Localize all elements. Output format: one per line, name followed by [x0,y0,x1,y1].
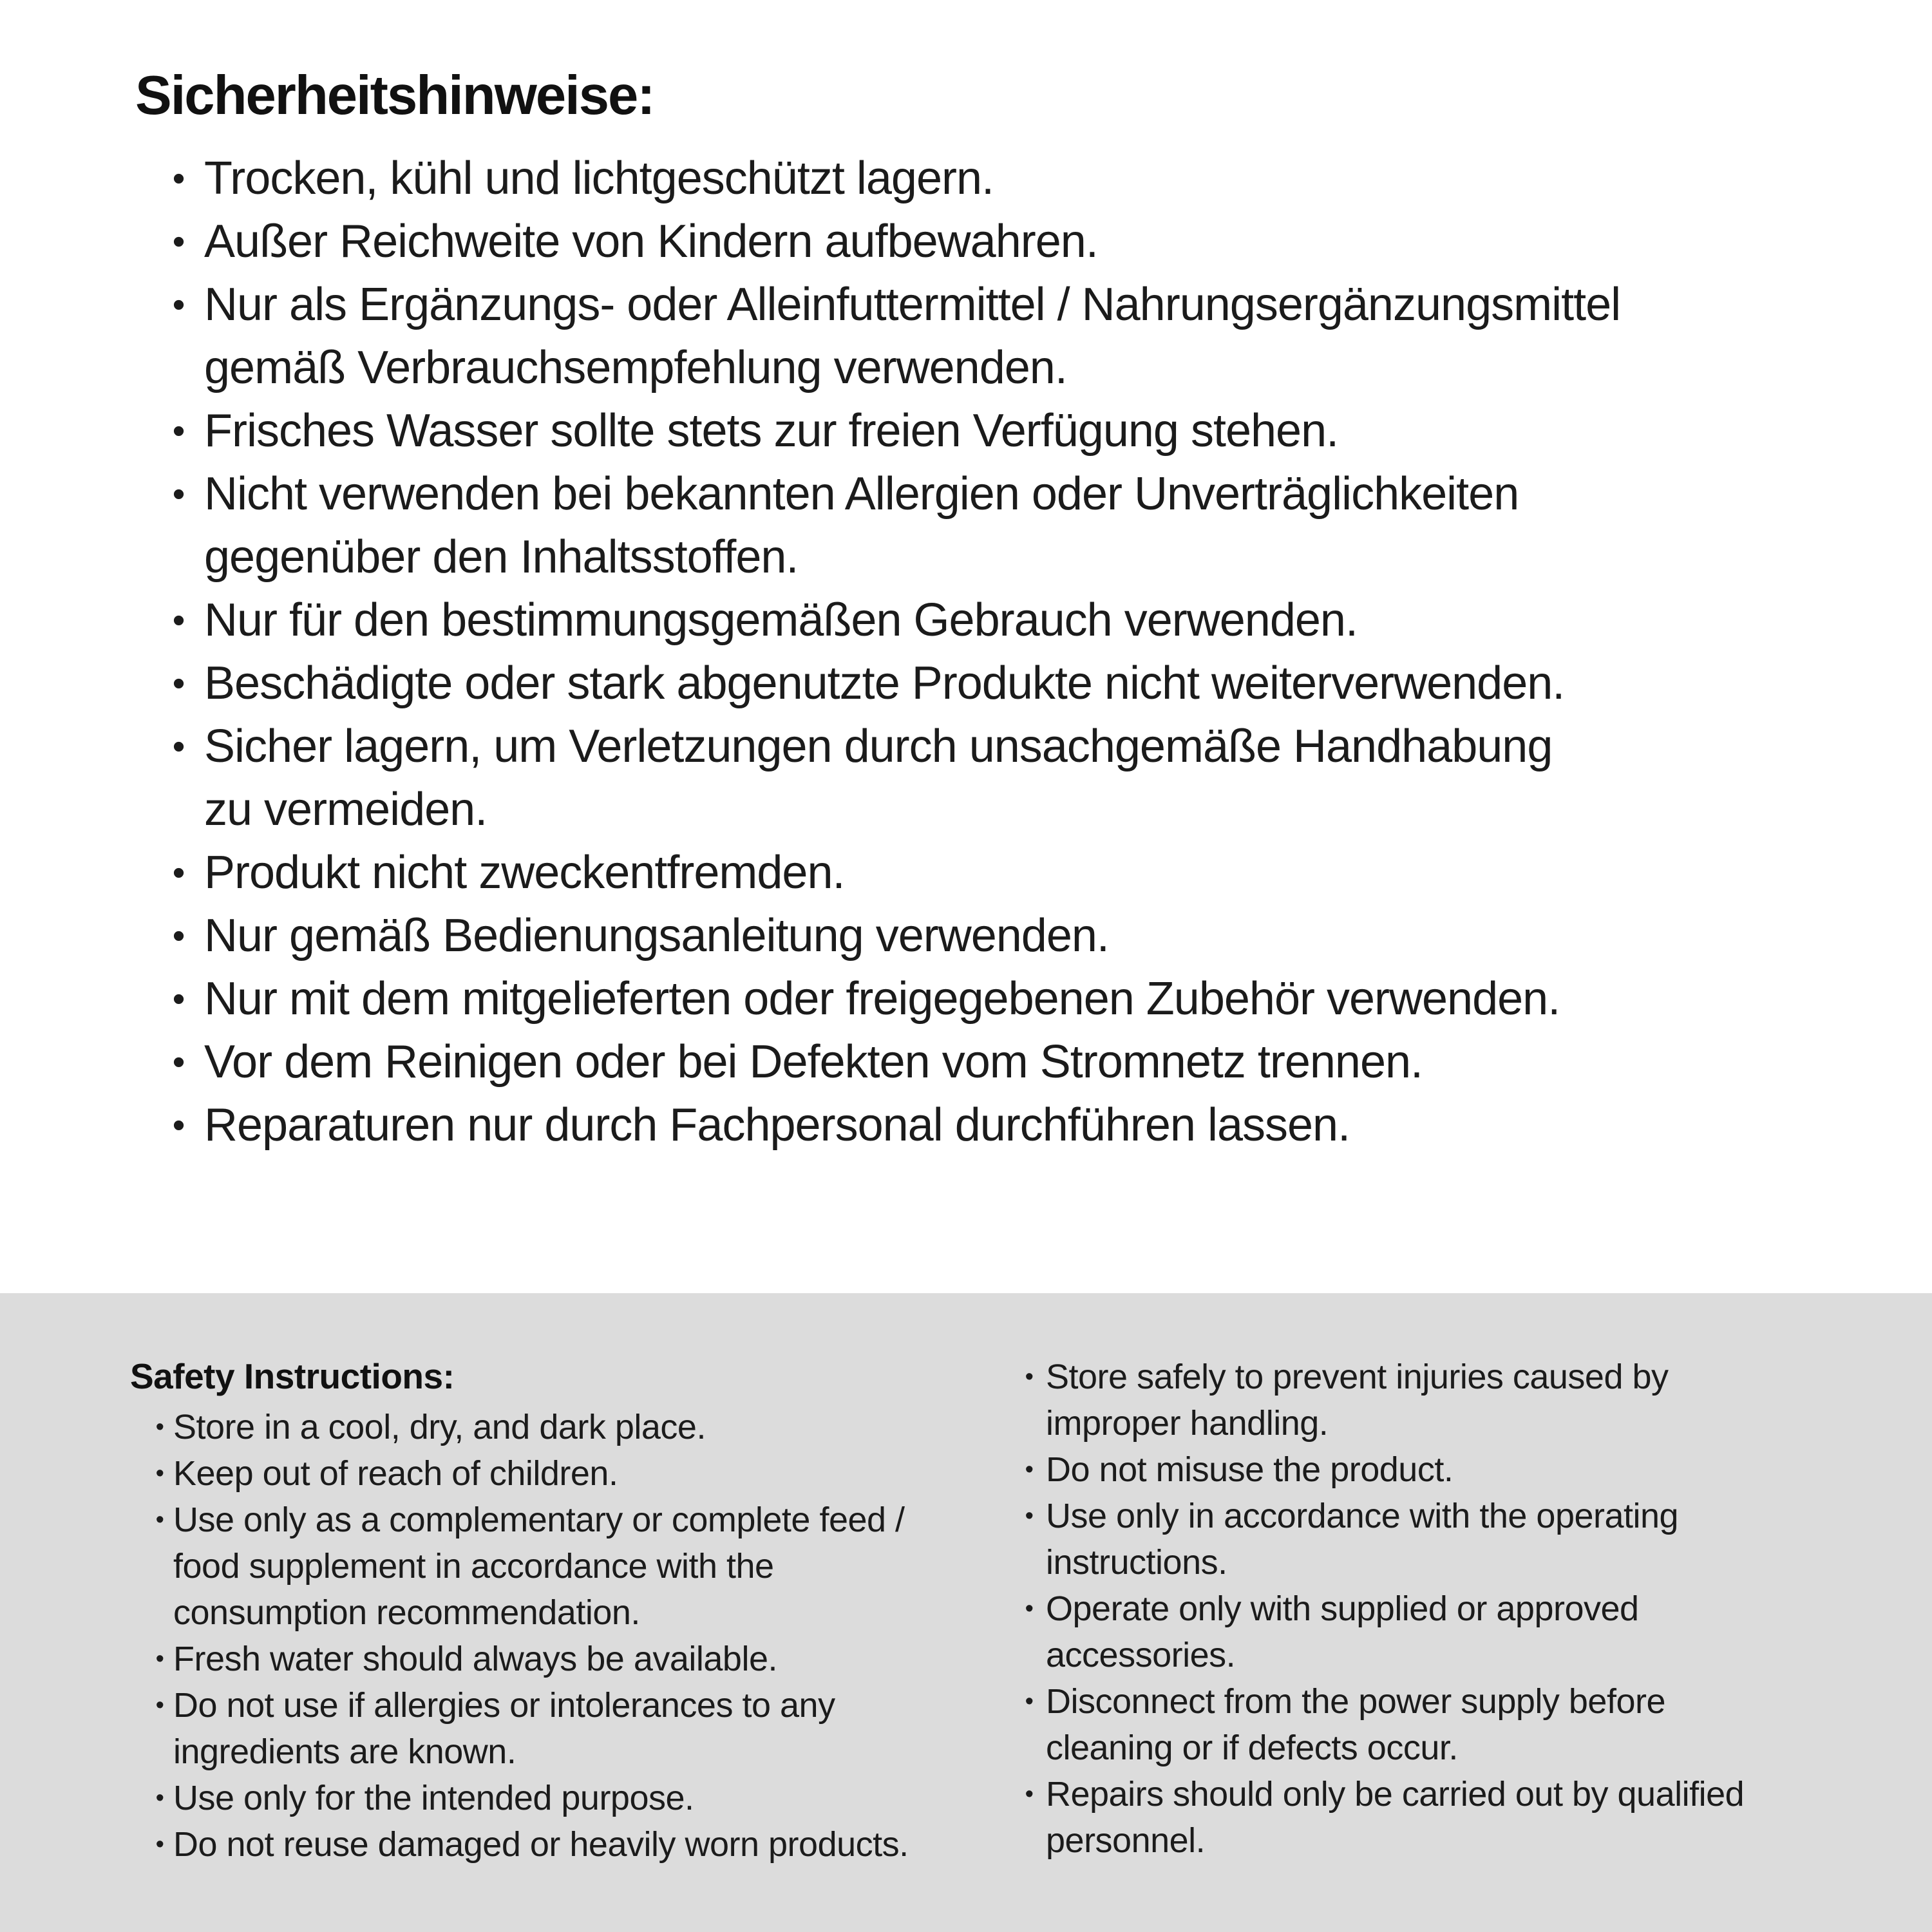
bullet-dot-icon: • [172,663,185,703]
list-item-text: Beschädigte oder stark abgenutzte Produkte nicht weiterverwenden. [204,658,1565,709]
list-item-text: Store in a cool, dry, and dark place. [173,1408,706,1446]
list-item-text: Frisches Wasser sollte stets zur freien Verfügung stehen. [204,405,1339,457]
bullet-dot-icon: • [1025,1502,1034,1530]
list-item-text: Use only for the intended purpose. [173,1779,694,1817]
list-item [169,1094,1620,1157]
list-item [169,967,1620,1030]
bullet-dot-icon: • [172,852,185,893]
list-item-text: Do not use if allergies or intolerances to any ingredients are known. [173,1686,835,1771]
list-item [1021,1678,1744,1771]
english-heading: Safety Instructions: [130,1356,455,1396]
bullet-dot-icon: • [172,410,185,451]
list-item-text: Do not misuse the product. [1046,1450,1454,1489]
list-item-text: Trocken, kühl und lichtgeschützt lagern. [204,153,994,204]
bullet-dot-icon: • [155,1831,164,1858]
bullet-dot-icon: • [155,1785,164,1812]
english-section [0,1293,1932,1932]
bullet-dot-icon: • [1025,1456,1034,1483]
bullet-dot-icon: • [172,600,185,640]
list-item-text: Nicht verwenden bei bekannten Allergien oder Unverträglichkeiten gegenüber den Inhaltsstoffen. [204,468,1519,583]
bullet-dot-icon: • [1025,1688,1034,1715]
list-item-text: Nur mit dem mitgelieferten oder freigegebenen Zubehör verwenden. [204,973,1560,1025]
list-item [152,1497,909,1636]
list-item [169,904,1620,967]
list-item [169,147,1620,210]
bullet-dot-icon: • [172,284,185,325]
bullet-dot-icon: • [172,473,185,514]
list-item [1021,1354,1744,1446]
list-item-text: Nur als Ergänzungs- oder Alleinfuttermittel / Nahrungsergänzungsmittel gemäß Verbrauchsempfehlung verwenden. [204,279,1621,393]
bullet-dot-icon: • [172,726,185,766]
list-item [1021,1493,1744,1586]
german-heading: Sicherheitshinweise: [135,65,654,126]
bullet-dot-icon: • [172,1104,185,1145]
list-item-text: Sicher lagern, um Verletzungen durch unsachgemäße Handhabung zu vermeiden. [204,721,1553,835]
bullet-dot-icon: • [155,1692,164,1719]
list-item-text: Fresh water should always be available. [173,1640,777,1678]
list-item-text: Use only as a complementary or complete feed / food supplement in accordance with the consumption recommendation. [173,1501,905,1632]
bullet-dot-icon: • [155,1460,164,1487]
bullet-dot-icon: • [172,978,185,1019]
list-item-text: Disconnect from the power supply before cleaning or if defects occur. [1046,1682,1665,1767]
list-item-text: Vor dem Reinigen oder bei Defekten vom Stromnetz trennen. [204,1036,1423,1088]
bullet-dot-icon: • [1025,1363,1034,1390]
list-item [152,1450,909,1497]
list-item-text: Operate only with supplied or approved accessories. [1046,1589,1639,1674]
bullet-dot-icon: • [1025,1781,1034,1808]
list-item-text: Außer Reichweite von Kindern aufbewahren. [204,216,1098,267]
list-item-text: Keep out of reach of children. [173,1454,618,1493]
bullet-dot-icon: • [172,221,185,261]
list-item [169,399,1620,462]
english-safety-list-left [152,1404,909,1868]
list-item [169,652,1620,715]
list-item [169,462,1620,589]
english-safety-list-right [1021,1354,1744,1864]
bullet-dot-icon: • [155,1645,164,1672]
list-item [169,715,1620,841]
list-item [152,1775,909,1821]
list-item [169,589,1620,652]
list-item [169,1030,1620,1094]
list-item [1021,1446,1744,1493]
list-item-text: Reparaturen nur durch Fachpersonal durchführen lassen. [204,1099,1350,1151]
bullet-dot-icon: • [172,158,185,198]
german-safety-list [169,147,1620,1157]
list-item [169,273,1620,399]
list-item [169,841,1620,904]
list-item-text: Do not reuse damaged or heavily worn products. [173,1825,909,1864]
list-item-text: Use only in accordance with the operating instructions. [1046,1497,1679,1582]
list-item [169,210,1620,273]
list-item-text: Produkt nicht zweckentfremden. [204,847,845,898]
list-item-text: Store safely to prevent injuries caused by improper handling. [1046,1358,1669,1443]
bullet-dot-icon: • [155,1506,164,1533]
list-item [152,1404,909,1450]
list-item-text: Nur für den bestimmungsgemäßen Gebrauch verwenden. [204,594,1358,646]
list-item [152,1636,909,1682]
bullet-dot-icon: • [1025,1595,1034,1622]
bullet-dot-icon: • [172,1041,185,1082]
list-item [152,1682,909,1775]
bullet-dot-icon: • [172,915,185,956]
bullet-dot-icon: • [155,1414,164,1441]
list-item-text: Nur gemäß Bedienungsanleitung verwenden. [204,910,1109,961]
list-item [1021,1586,1744,1678]
list-item [1021,1771,1744,1864]
list-item [152,1821,909,1868]
list-item-text: Repairs should only be carried out by qualified personnel. [1046,1775,1745,1860]
